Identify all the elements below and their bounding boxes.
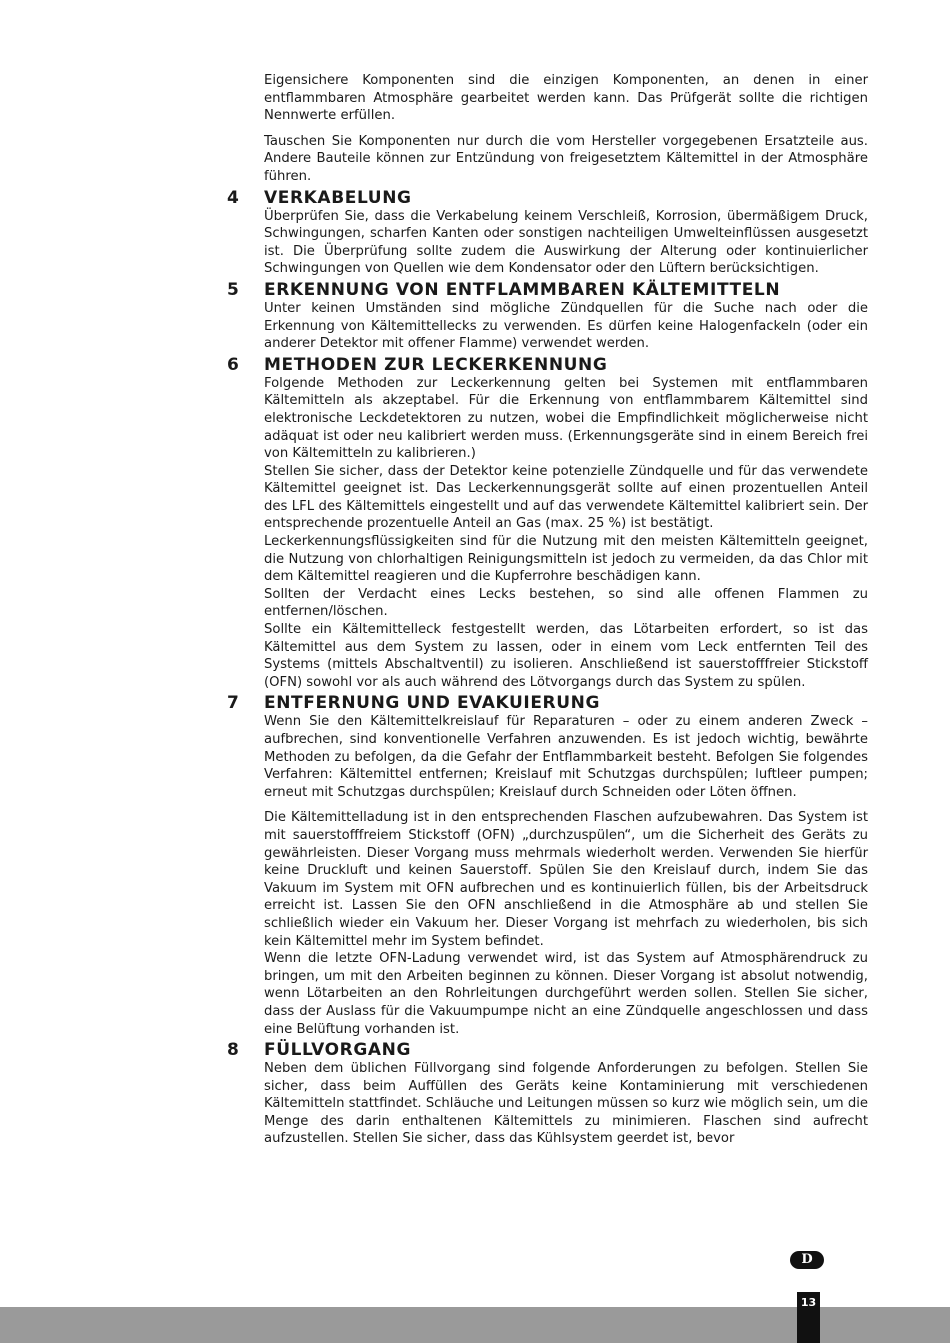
intro-paragraph: Tauschen Sie Komponenten nur durch die vom Hersteller vorgegebenen Ersatzteile aus. Andere Bauteile können zur Entzündung von freigesetztem Kältemittel in der Atmosphäre führen.: [264, 133, 868, 184]
section-paragraph: Sollten der Verdacht eines Lecks bestehen, so sind alle offenen Flammen zu entfernen/löschen.: [264, 586, 868, 620]
language-badge: D: [790, 1251, 824, 1269]
section-number: 5: [227, 279, 239, 300]
document-body: [227, 72, 868, 1148]
section-number: 4: [227, 187, 239, 208]
section-7: [227, 693, 868, 1038]
section-paragraph: Wenn die letzte OFN-Ladung verwendet wird, ist das System auf Atmosphärendruck zu bringen, um mit den Arbeiten beginnen zu können. Dieser Vorgang ist absolut notwendig, wenn Lötarbeiten an den Rohrleitungen durchgeführt werden sollen. Stellen Sie sicher, dass der Auslass für die Vakuumpumpe nicht an eine Zündquelle angeschlossen und dass eine Belüftung vorhanden ist.: [264, 951, 868, 1037]
section-8: [227, 1040, 868, 1148]
page-number-tab: [797, 1292, 820, 1343]
intro-paragraph: Eigensichere Komponenten sind die einzigen Komponenten, an denen in einer entflammbaren Atmosphäre gearbeitet werden kann. Das Prüfgerät sollte die richtigen Nennwerte erfüllen.: [264, 73, 868, 124]
section-title: ENTFERNUNG UND EVAKUIERUNG: [264, 693, 601, 714]
section-paragraph: Stellen Sie sicher, dass der Detektor keine potenzielle Zündquelle und für das verwendete Kältemittel geeignet ist. Das Leckerkennungsgerät sollte auf einen prozentuellen Anteil des LFL des Kältemittels eingestellt und auf das verwendete Kältemittel kalibriert sein. Der entsprechende prozentuelle Anteil an Gas (max. 25 %) ist bestätigt.: [264, 463, 868, 532]
section-number: 6: [227, 354, 239, 375]
section-paragraph: Die Kältemittelladung ist in den entsprechenden Flaschen aufzubewahren. Das System ist mit sauerstofffreiem Stickstoff (OFN) „durchzuspülen“, um die Sicherheit des Geräts zu gewährleisten. Dieser Vorgang muss mehrmals wiederholt werden. Verwenden Sie hierfür keine Druckluft und keinen Sauerstoff. Spülen Sie den Kreislauf durch, indem Sie das Vakuum im System mit OFN aufbrechen und es kontinuierlich füllen, bis der Arbeitsdruck erreicht ist. Lassen Sie den OFN anschließend in die Atmosphäre ab und stellen Sie schließlich wieder ein Vakuum her. Dieser Vorgang ist mehrfach zu wiederholen, bis sich kein Kältemittel mehr im System befindet.: [264, 810, 868, 949]
section-paragraph: Leckerkennungsflüssigkeiten sind für die Nutzung mit den meisten Kältemitteln geeignet, die Nutzung von chlorhaltigen Reinigungsmitteln ist jedoch zu vermeiden, da das Chlor mit dem Kältemittel reagieren und die Kupferrohre beschädigen kann.: [264, 534, 868, 585]
section-paragraph: Wenn Sie den Kältemittelkreislauf für Reparaturen – oder zu einem anderen Zweck – aufbrechen, sind konventionelle Verfahren anzuwenden. Es ist jedoch wichtig, bewährte Methoden zu befolgen, da die Gefahr der Entflammbarkeit besteht. Befolgen Sie folgendes Verfahren: Kältemittel entfernen; Kreislauf mit Schutzgas durchspülen; luftleer pumpen; erneut mit Schutzgas durchspülen; Kreislauf durch Schneiden oder Löten öffnen.: [264, 714, 868, 800]
section-title: FÜLLVORGANG: [264, 1040, 412, 1061]
section-title: VERKABELUNG: [264, 187, 412, 208]
section-4: [227, 187, 868, 278]
page-number: 13: [800, 1296, 817, 1309]
section-6: [227, 354, 868, 692]
section-paragraph: Folgende Methoden zur Leckerkennung gelten bei Systemen mit entflammbaren Kältemitteln als akzeptabel. Für die Erkennung von entflammbarem Kältemittel sind elektronische Leckdetektoren zu nutzen, wobei die Empfindlichkeit möglicherweise nicht adäquat ist oder neu kalibriert werden muss. (Erkennungsgeräte sind in einem Bereich frei von Kältemitteln zu kalibrieren.): [264, 375, 868, 462]
section-paragraph: Neben dem üblichen Füllvorgang sind folgende Anforderungen zu befolgen. Stellen Sie sicher, dass beim Auffüllen des Geräts keine Kontaminierung mit verschiedenen Kältemitteln stattfindet. Schläuche und Leitungen müssen so kurz wie möglich sein, um die Menge des darin enthaltenen Kältemittels zu minimieren. Flaschen sind aufrecht aufzustellen. Stellen Sie sicher, dass das Kühlsystem geerdet ist, bevor: [264, 1061, 868, 1147]
section-paragraph: Sollte ein Kältemittelleck festgestellt werden, das Lötarbeiten erfordert, so ist das Kältemittel aus dem System zu lassen, oder in einem vom Leck entfernten Teil des Systems (mittels Abschaltventil) zu isolieren. Anschließend ist sauerstofffreier Stickstoff (OFN) sowohl vor als auch während des Lötvorgangs durch das System zu spülen.: [264, 622, 868, 690]
section-title: METHODEN ZUR LECKERKENNUNG: [264, 354, 608, 375]
section-title: ERKENNUNG VON ENTFLAMMBAREN KÄLTEMITTELN: [264, 279, 781, 300]
section-paragraph: Überprüfen Sie, dass die Verkabelung keinem Verschleiß, Korrosion, übermäßigem Druck, Schwingungen, scharfen Kanten oder sonstigen nachteiligen Umwelteinflüssen ausgesetzt ist. Die Überprüfung sollte zudem die Auswirkung der Alterung oder kontinuierlicher Schwingungen von Quellen wie dem Kondensator oder den Lüftern berücksichtigen.: [264, 208, 868, 277]
section-5: [227, 279, 868, 353]
section-number: 8: [227, 1040, 239, 1061]
section-number: 7: [227, 693, 239, 714]
section-paragraph: Unter keinen Umständen sind mögliche Zündquellen für die Suche nach oder die Erkennung von Kältemittellecks zu verwenden. Es dürfen keine Halogenfackeln (oder ein anderer Detektor mit offener Flamme) verwendet werden.: [264, 300, 868, 352]
